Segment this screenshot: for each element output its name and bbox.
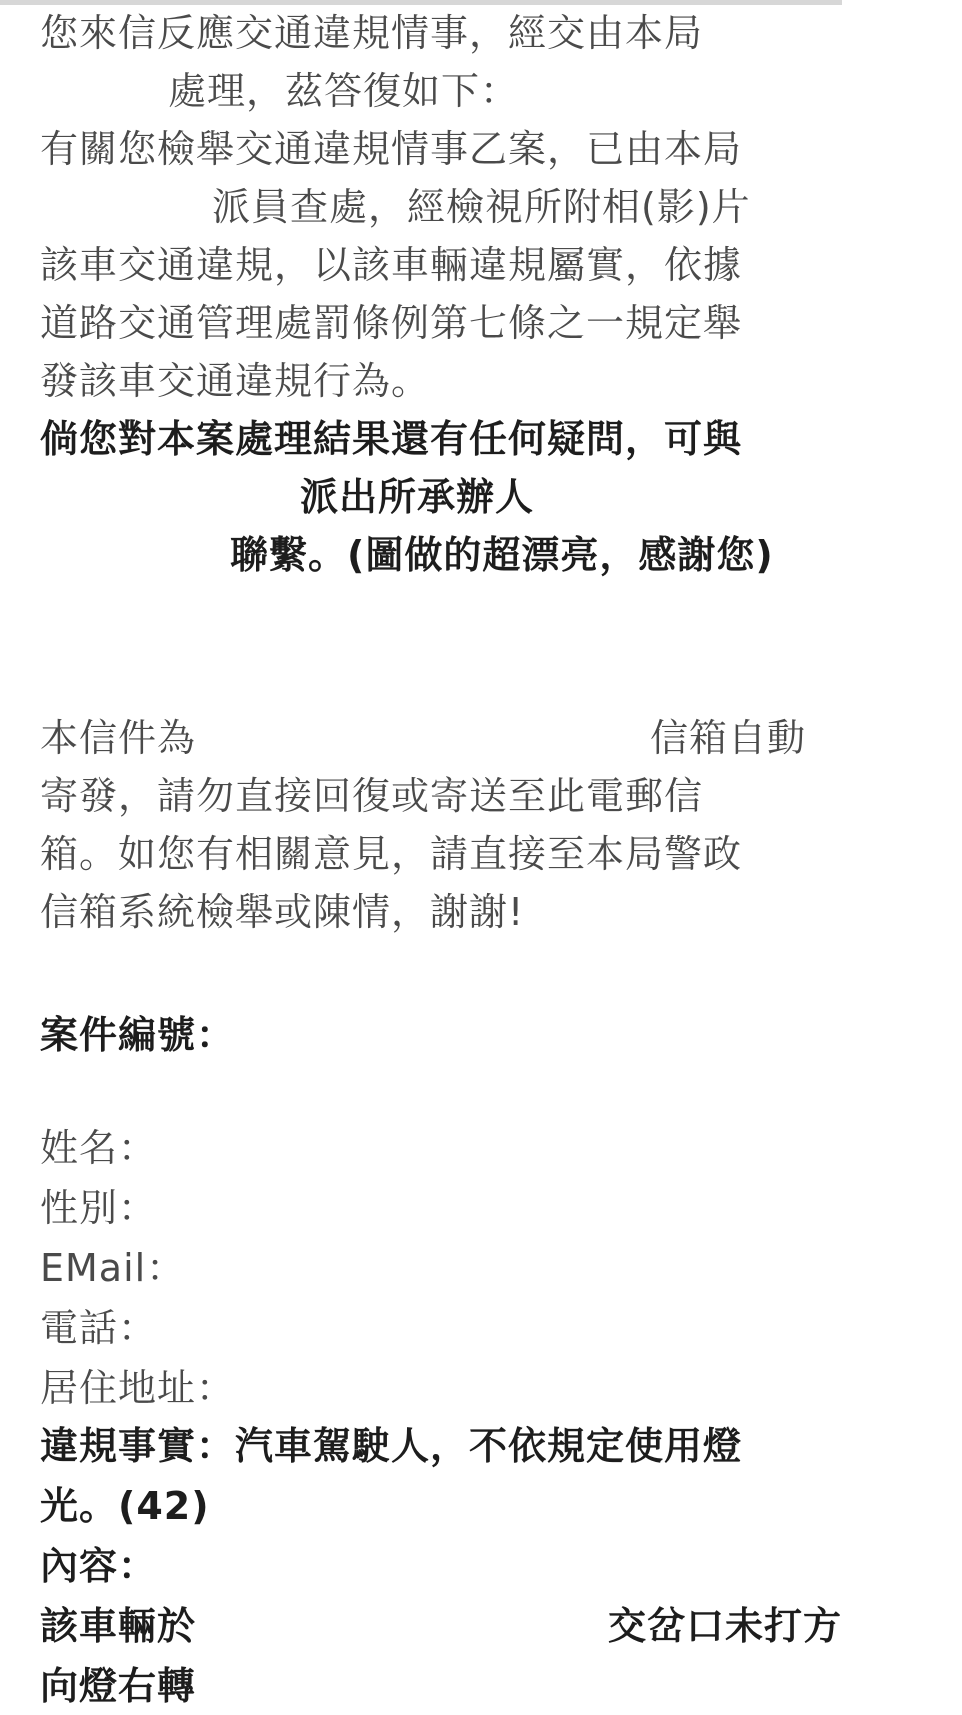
highlighted-text-line: 倘您對本案處理結果還有任何疑問，可與 (40, 417, 743, 461)
text-line: 信箱自動 (650, 716, 807, 760)
text-line: 處理，茲答復如下： (168, 69, 520, 113)
content-text: 向燈右轉 (40, 1664, 197, 1708)
content-label: 內容： (40, 1544, 158, 1588)
text-line: 箱。如您有相關意見，請直接至本局警政 (40, 832, 743, 876)
content-text: 交岔口未打方 (608, 1604, 843, 1648)
text-line: 信箱系統檢舉或陳情，謝謝! (40, 890, 525, 934)
field-label: 居住地址： (40, 1366, 236, 1410)
field-label: EMail： (40, 1246, 186, 1290)
text-line: 發該車交通違規行為。 (40, 359, 431, 403)
text-line: 寄發，請勿直接回復或寄送至此電郵信 (40, 774, 704, 818)
content-text: 該車輛於 (40, 1604, 197, 1648)
text-line: 您來信反應交通違規情事，經交由本局 (40, 11, 704, 55)
highlighted-text-line: 派出所承辦人 (300, 475, 535, 519)
case-number-label: 案件編號： (40, 1013, 236, 1057)
highlighted-text-line: 聯繫。(圖做的超漂亮，感謝您) (230, 533, 774, 577)
violation-fact: 違規事實：汽車駕駛人，不依規定使用燈 (40, 1424, 743, 1468)
field-label: 性別： (40, 1186, 158, 1230)
text-line: 派員查處，經檢視所附相(影)片 (212, 185, 751, 229)
text-line: 本信件為 (40, 716, 197, 760)
text-line: 有關您檢舉交通違規情事乙案，已由本局 (40, 127, 743, 171)
field-label: 電話： (40, 1306, 158, 1350)
violation-fact-continued: 光。(42) (40, 1484, 210, 1528)
text-line: 道路交通管理處罰條例第七條之一規定舉 (40, 301, 743, 345)
field-label: 姓名： (40, 1126, 158, 1170)
text-line: 該車交通違規，以該車輛違規屬實，依據 (40, 243, 743, 287)
